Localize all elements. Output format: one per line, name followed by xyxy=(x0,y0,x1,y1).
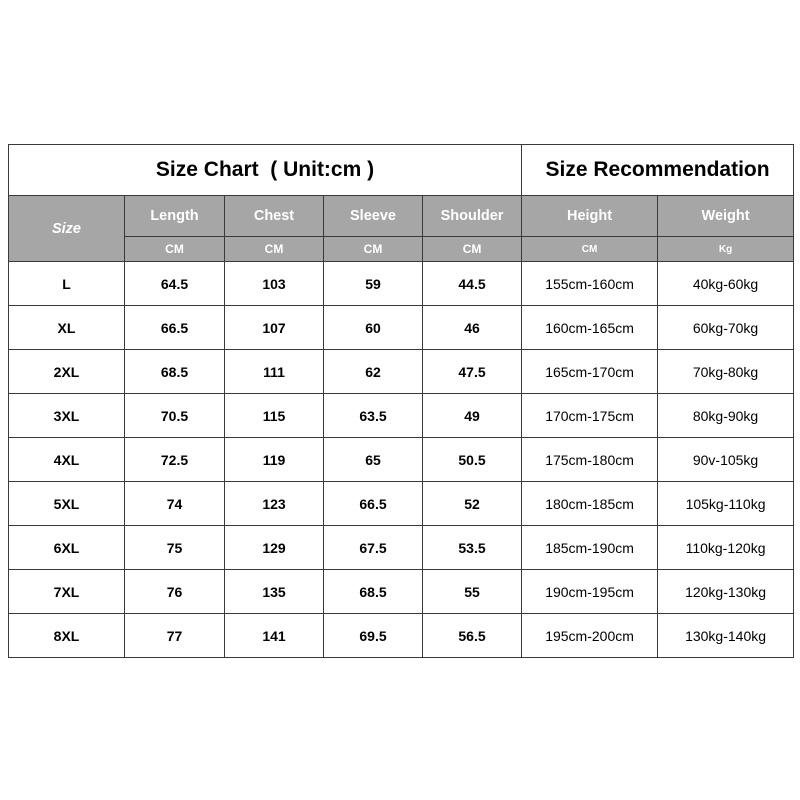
table-row xyxy=(9,262,794,306)
sleeve-cell: 59 xyxy=(324,262,423,306)
size-cell: 4XL xyxy=(9,438,125,482)
chest-cell: 129 xyxy=(225,526,324,570)
length-cell: 68.5 xyxy=(125,350,225,394)
height-unit: CM xyxy=(522,237,658,262)
height-cell: 155cm-160cm xyxy=(522,262,658,306)
size-cell: 5XL xyxy=(9,482,125,526)
weight-cell: 70kg-80kg xyxy=(658,350,794,394)
chest-cell: 119 xyxy=(225,438,324,482)
sleeve-cell: 68.5 xyxy=(324,570,423,614)
height-column-header: Height xyxy=(522,196,658,237)
height-cell: 180cm-185cm xyxy=(522,482,658,526)
height-cell: 195cm-200cm xyxy=(522,614,658,658)
chest-cell: 103 xyxy=(225,262,324,306)
size-cell: 6XL xyxy=(9,526,125,570)
length-cell: 77 xyxy=(125,614,225,658)
height-cell: 175cm-180cm xyxy=(522,438,658,482)
weight-cell: 120kg-130kg xyxy=(658,570,794,614)
height-cell: 190cm-195cm xyxy=(522,570,658,614)
chest-cell: 135 xyxy=(225,570,324,614)
height-cell: 160cm-165cm xyxy=(522,306,658,350)
weight-column-header: Weight xyxy=(658,196,794,237)
chest-unit: CM xyxy=(225,237,324,262)
shoulder-cell: 53.5 xyxy=(423,526,522,570)
header-row xyxy=(9,196,794,237)
shoulder-cell: 50.5 xyxy=(423,438,522,482)
chest-cell: 111 xyxy=(225,350,324,394)
shoulder-column-header: Shoulder xyxy=(423,196,522,237)
height-cell: 170cm-175cm xyxy=(522,394,658,438)
sleeve-cell: 66.5 xyxy=(324,482,423,526)
sleeve-cell: 60 xyxy=(324,306,423,350)
table-row xyxy=(9,306,794,350)
size-table xyxy=(8,144,794,658)
table-row xyxy=(9,350,794,394)
sleeve-column-header: Sleeve xyxy=(324,196,423,237)
table-row xyxy=(9,570,794,614)
sleeve-cell: 67.5 xyxy=(324,526,423,570)
shoulder-cell: 52 xyxy=(423,482,522,526)
weight-cell: 130kg-140kg xyxy=(658,614,794,658)
length-unit: CM xyxy=(125,237,225,262)
chest-column-header: Chest xyxy=(225,196,324,237)
weight-cell: 80kg-90kg xyxy=(658,394,794,438)
weight-cell: 105kg-110kg xyxy=(658,482,794,526)
size-cell: 3XL xyxy=(9,394,125,438)
sleeve-cell: 65 xyxy=(324,438,423,482)
weight-cell: 60kg-70kg xyxy=(658,306,794,350)
sleeve-unit: CM xyxy=(324,237,423,262)
size-cell: L xyxy=(9,262,125,306)
shoulder-cell: 44.5 xyxy=(423,262,522,306)
table-row xyxy=(9,438,794,482)
length-cell: 64.5 xyxy=(125,262,225,306)
table-row xyxy=(9,482,794,526)
shoulder-cell: 56.5 xyxy=(423,614,522,658)
weight-cell: 40kg-60kg xyxy=(658,262,794,306)
size-cell: XL xyxy=(9,306,125,350)
length-cell: 70.5 xyxy=(125,394,225,438)
chest-cell: 107 xyxy=(225,306,324,350)
size-column-header: Size xyxy=(9,196,125,262)
height-cell: 185cm-190cm xyxy=(522,526,658,570)
sleeve-cell: 62 xyxy=(324,350,423,394)
height-cell: 165cm-170cm xyxy=(522,350,658,394)
size-chart-title: Size Chart ( Unit:cm ) xyxy=(9,145,522,196)
sleeve-cell: 69.5 xyxy=(324,614,423,658)
weight-cell: 90v-105kg xyxy=(658,438,794,482)
chest-cell: 123 xyxy=(225,482,324,526)
length-column-header: Length xyxy=(125,196,225,237)
size-cell: 2XL xyxy=(9,350,125,394)
size-recommendation-title: Size Recommendation xyxy=(522,145,794,196)
shoulder-cell: 46 xyxy=(423,306,522,350)
chest-cell: 141 xyxy=(225,614,324,658)
weight-cell: 110kg-120kg xyxy=(658,526,794,570)
shoulder-cell: 55 xyxy=(423,570,522,614)
unit-row xyxy=(9,237,794,262)
length-cell: 75 xyxy=(125,526,225,570)
length-cell: 74 xyxy=(125,482,225,526)
table-row xyxy=(9,394,794,438)
shoulder-cell: 47.5 xyxy=(423,350,522,394)
size-cell: 8XL xyxy=(9,614,125,658)
shoulder-unit: CM xyxy=(423,237,522,262)
chest-cell: 115 xyxy=(225,394,324,438)
length-cell: 76 xyxy=(125,570,225,614)
table-row xyxy=(9,526,794,570)
table-row xyxy=(9,614,794,658)
weight-unit: Kg xyxy=(658,237,794,262)
length-cell: 72.5 xyxy=(125,438,225,482)
length-cell: 66.5 xyxy=(125,306,225,350)
title-row xyxy=(9,145,794,196)
size-cell: 7XL xyxy=(9,570,125,614)
sleeve-cell: 63.5 xyxy=(324,394,423,438)
shoulder-cell: 49 xyxy=(423,394,522,438)
